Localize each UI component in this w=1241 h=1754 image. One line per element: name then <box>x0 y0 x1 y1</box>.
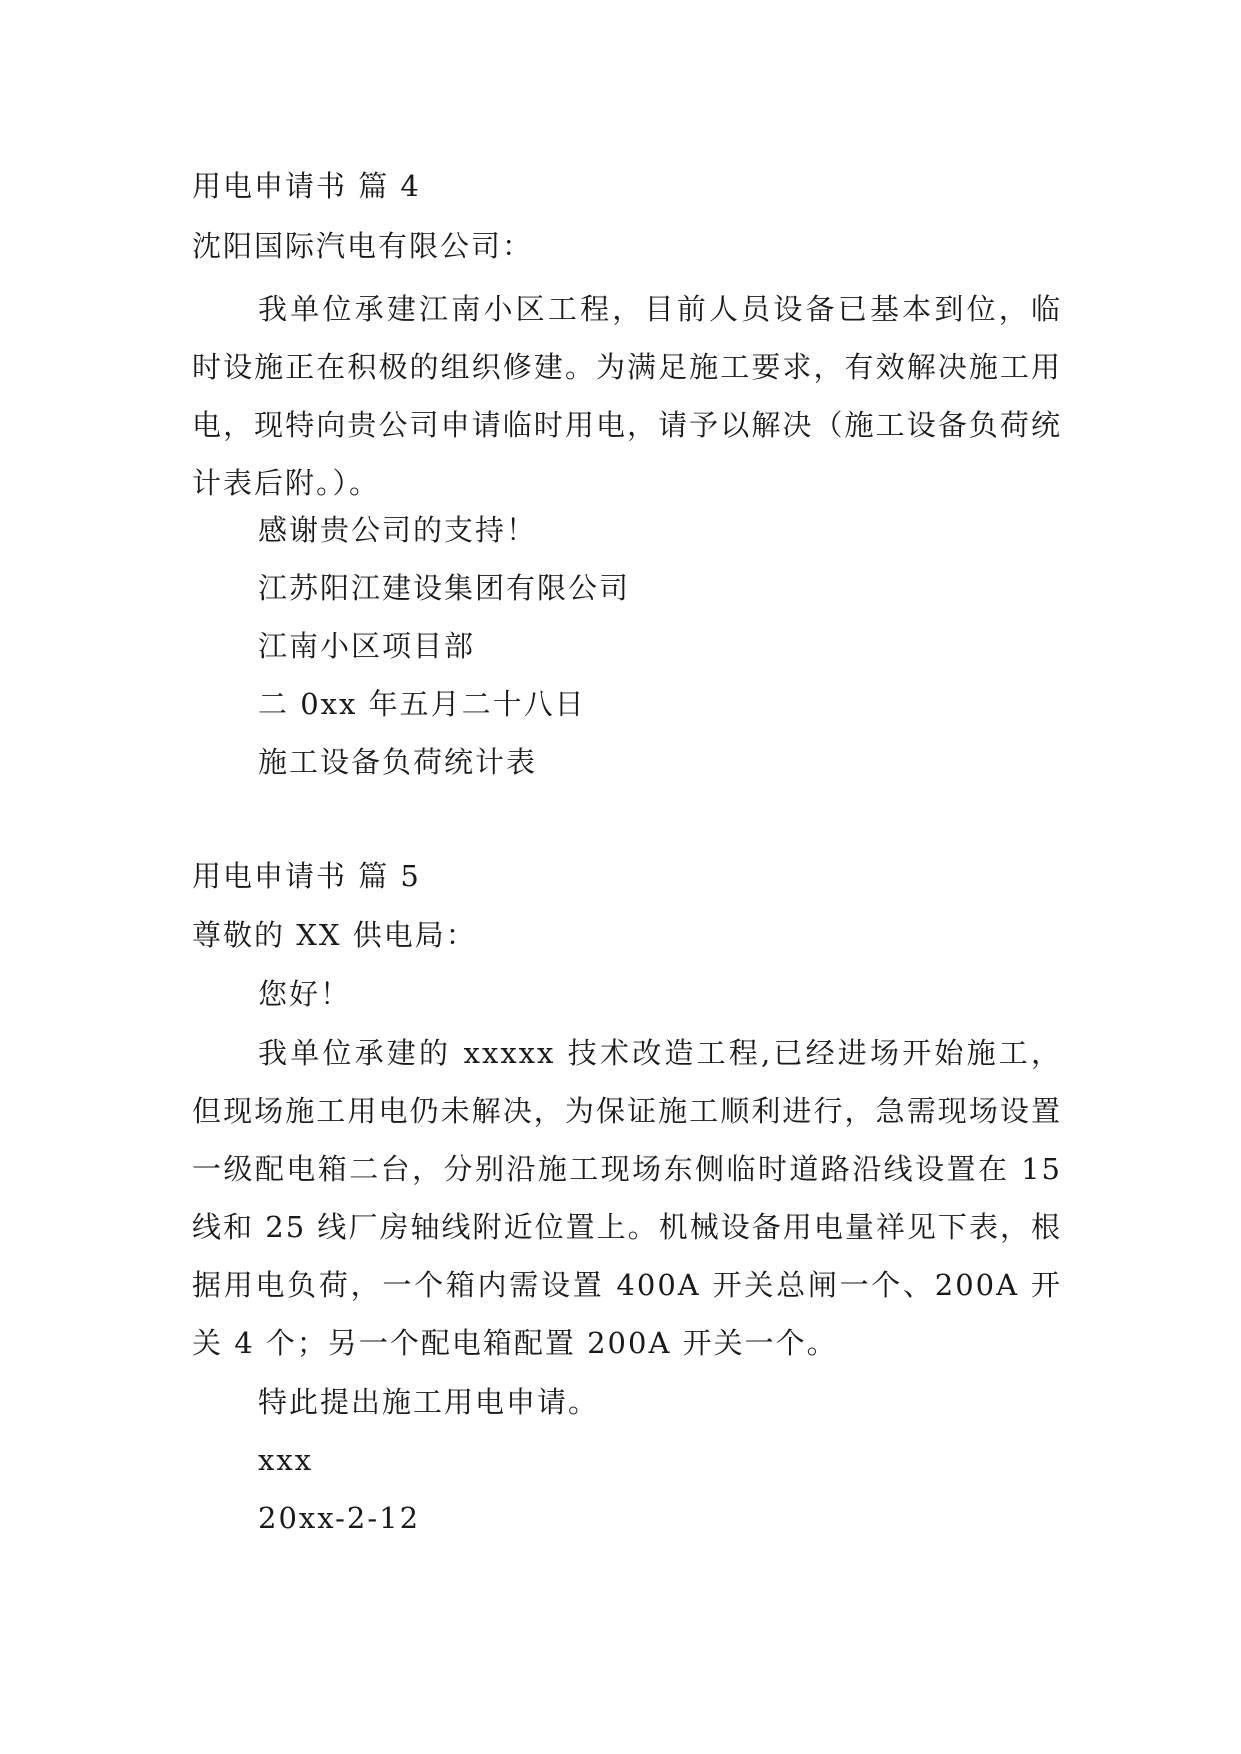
section-4-company: 江苏阳江建设集团有限公司 <box>258 571 631 605</box>
section-5-heading: 用电申请书 篇 5 <box>192 859 421 893</box>
section-5-greeting: 您好！ <box>258 977 352 1011</box>
section-4-body: 我单位承建江南小区工程，目前人员设备已基本到位，临时设施正在积极的组织修建。为满足施工要求，有效解决施工用电，现特向贵公司申请临时用电，请予以解决（施工设备负荷统计表后附。）。 <box>192 292 1062 500</box>
section-5-body: 我单位承建的 xxxxx 技术改造工程,已经进场开始施工，但现场施工用电仍未解决，为保证施工顺利进行，急需现场设置一级配电箱二台，分别沿施工现场东侧临时道路沿线设置在 15 线和 25 线厂房轴线附近位置上。机械设备用电量祥见下表，根据用电负荷，一个箱内需设置 400A 开关总闸一个、200A 开关 4 个；另一个配电箱配置 200A 开关一个。 <box>192 1036 1062 1360</box>
section-4-thanks: 感谢贵公司的支持！ <box>258 513 538 547</box>
section-4-heading: 用电申请书 篇 4 <box>192 169 421 203</box>
section-4-attachment: 施工设备负荷统计表 <box>258 745 538 779</box>
section-5-closing: 特此提出施工用电申请。 <box>258 1385 600 1419</box>
section-4-date: 二 0xx 年五月二十八日 <box>258 687 586 721</box>
section-5-salutation: 尊敬的 XX 供电局： <box>192 918 477 952</box>
section-4-salutation: 沈阳国际汽电有限公司： <box>192 229 534 263</box>
section-5-signature: xxx <box>258 1443 314 1477</box>
section-5-date: 20xx-2-12 <box>258 1501 421 1535</box>
section-4-department: 江南小区项目部 <box>258 629 476 663</box>
